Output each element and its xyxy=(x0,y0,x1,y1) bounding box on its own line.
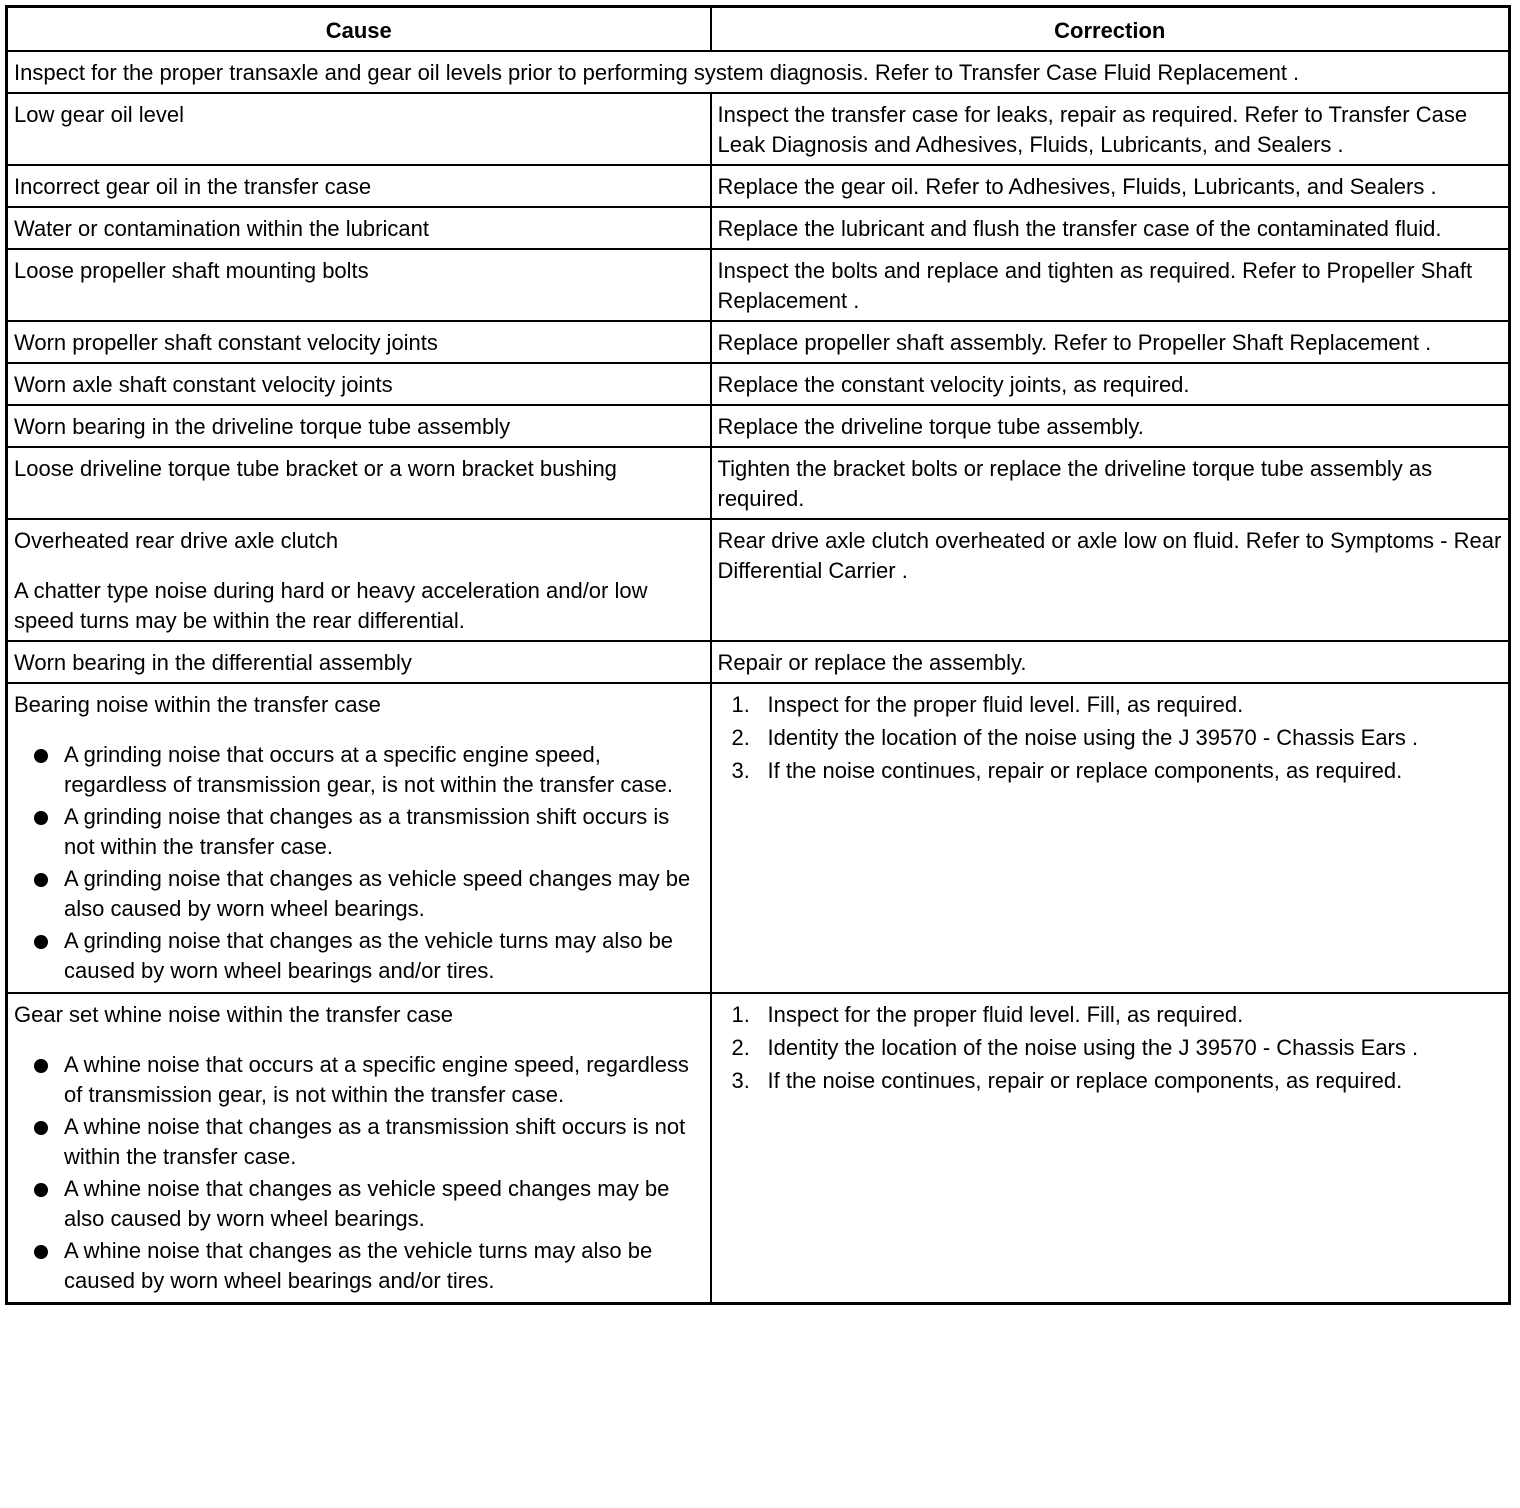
table-row-clutch xyxy=(7,519,1510,641)
correction-cell: Replace the driveline torque tube assembly. xyxy=(711,405,1510,447)
cause-cell xyxy=(7,683,711,993)
bullet-item: A whine noise that changes as the vehicle turns may also be caused by worn wheel bearings and/or tires. xyxy=(14,1236,704,1296)
header-row xyxy=(7,7,1510,52)
table-row xyxy=(7,249,1510,321)
table-row xyxy=(7,93,1510,165)
cause-cell: Worn bearing in the differential assembly xyxy=(7,641,711,683)
bullet-item: A whine noise that changes as vehicle speed changes may be also caused by worn wheel bearings. xyxy=(14,1174,704,1234)
steps-list xyxy=(718,1000,1503,1096)
cause-cell: Loose driveline torque tube bracket or a worn bracket bushing xyxy=(7,447,711,519)
table-row xyxy=(7,165,1510,207)
diagnosis-table xyxy=(5,5,1511,1305)
bullet-icon xyxy=(34,1245,48,1259)
step-item: 2. Identity the location of the noise using the J 39570 - Chassis Ears . xyxy=(731,725,1419,750)
step-item: 2. Identity the location of the noise using the J 39570 - Chassis Ears . xyxy=(731,1035,1419,1060)
bullet-list xyxy=(14,740,704,986)
intro-text: Inspect for the proper transaxle and gear oil levels prior to performing system diagnosis. Refer to Transfer Case Fluid Replacement . xyxy=(7,51,1510,93)
cause-header: Cause xyxy=(7,7,711,52)
correction-cell xyxy=(711,993,1510,1304)
bullet-icon xyxy=(34,811,48,825)
bullet-icon xyxy=(34,1183,48,1197)
bullet-item: A whine noise that changes as a transmission shift occurs is not within the transfer case. xyxy=(14,1112,704,1172)
correction-cell: Rear drive axle clutch overheated or axle low on fluid. Refer to Symptoms - Rear Differential Carrier . xyxy=(711,519,1510,641)
bullet-icon xyxy=(34,935,48,949)
cause-cell: Incorrect gear oil in the transfer case xyxy=(7,165,711,207)
correction-cell: Inspect the bolts and replace and tighten as required. Refer to Propeller Shaft Replacement . xyxy=(711,249,1510,321)
step-item: 1. Inspect for the proper fluid level. Fill, as required. xyxy=(731,692,1244,717)
bullet-icon xyxy=(34,1059,48,1073)
table-row xyxy=(7,363,1510,405)
correction-cell: Replace propeller shaft assembly. Refer to Propeller Shaft Replacement . xyxy=(711,321,1510,363)
table-row xyxy=(7,641,1510,683)
table-row xyxy=(7,447,1510,519)
correction-cell xyxy=(711,683,1510,993)
bullet-icon xyxy=(34,873,48,887)
cause-title: Bearing noise within the transfer case xyxy=(14,692,381,717)
step-item: 3. If the noise continues, repair or replace components, as required. xyxy=(731,1068,1403,1093)
cause-cell xyxy=(7,519,711,641)
correction-cell: Replace the constant velocity joints, as required. xyxy=(711,363,1510,405)
bullet-icon xyxy=(34,1121,48,1135)
cause-note: A chatter type noise during hard or heavy acceleration and/or low speed turns may be within the rear differential. xyxy=(14,578,648,633)
correction-cell: Tighten the bracket bolts or replace the driveline torque tube assembly as required. xyxy=(711,447,1510,519)
cause-cell: Low gear oil level xyxy=(7,93,711,165)
correction-cell: Inspect the transfer case for leaks, repair as required. Refer to Transfer Case Leak Diagnosis and Adhesives, Fluids, Lubricants, and Sealers . xyxy=(711,93,1510,165)
correction-cell: Repair or replace the assembly. xyxy=(711,641,1510,683)
correction-header: Correction xyxy=(711,7,1510,52)
intro-row xyxy=(7,51,1510,93)
cause-cell: Water or contamination within the lubricant xyxy=(7,207,711,249)
cause-cell: Loose propeller shaft mounting bolts xyxy=(7,249,711,321)
cause-cell: Worn propeller shaft constant velocity joints xyxy=(7,321,711,363)
bullet-icon xyxy=(34,749,48,763)
bullet-item: A grinding noise that changes as the vehicle turns may also be caused by worn wheel bearings and/or tires. xyxy=(14,926,704,986)
step-item: 3. If the noise continues, repair or replace components, as required. xyxy=(731,758,1403,783)
bullet-item: A grinding noise that occurs at a specific engine speed, regardless of transmission gear, is not within the transfer case. xyxy=(14,740,704,800)
cause-cell: Worn axle shaft constant velocity joints xyxy=(7,363,711,405)
table-row xyxy=(7,405,1510,447)
cause-title: Overheated rear drive axle clutch xyxy=(14,528,339,553)
bullet-item: A whine noise that occurs at a specific engine speed, regardless of transmission gear, is not within the transfer case. xyxy=(14,1050,704,1110)
correction-cell: Replace the lubricant and flush the transfer case of the contaminated fluid. xyxy=(711,207,1510,249)
table-row xyxy=(7,207,1510,249)
step-item: 1. Inspect for the proper fluid level. Fill, as required. xyxy=(731,1002,1244,1027)
cause-title: Gear set whine noise within the transfer case xyxy=(14,1002,454,1027)
bullet-item: A grinding noise that changes as a transmission shift occurs is not within the transfer case. xyxy=(14,802,704,862)
bullet-list xyxy=(14,1050,704,1296)
table-row xyxy=(7,321,1510,363)
bullet-item: A grinding noise that changes as vehicle speed changes may be also caused by worn wheel bearings. xyxy=(14,864,704,924)
correction-cell: Replace the gear oil. Refer to Adhesives, Fluids, Lubricants, and Sealers . xyxy=(711,165,1510,207)
table-row-bearing-noise xyxy=(7,683,1510,993)
cause-cell xyxy=(7,993,711,1304)
cause-cell: Worn bearing in the driveline torque tube assembly xyxy=(7,405,711,447)
steps-list xyxy=(718,690,1503,786)
table-row-whine-noise xyxy=(7,993,1510,1304)
